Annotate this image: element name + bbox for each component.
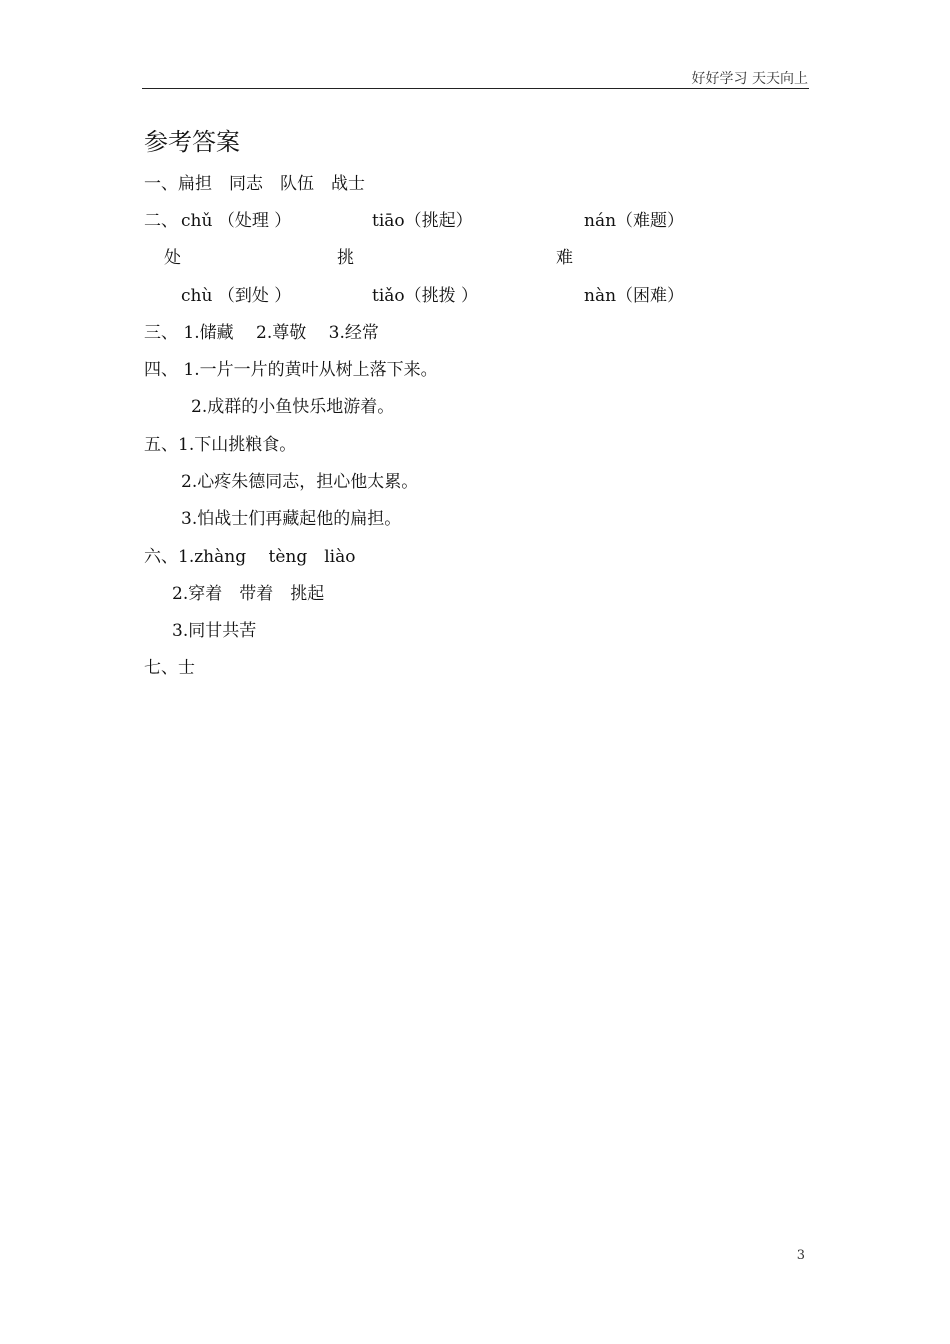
answer-6-line-2: 2.穿着 带着 挑起 (172, 584, 325, 604)
header-motto: 好好学习 天天向上 (691, 71, 808, 87)
answer-2-r1-c1: chǔ （处理 ） (181, 211, 292, 231)
answer-4-line-1: 四、 1.一片一片的黄叶从树上落下来。 (144, 360, 438, 380)
page-title: 参考答案 (144, 128, 240, 156)
answer-2-label: 二、 (144, 211, 178, 231)
answer-5-line-1: 五、1.下山挑粮食。 (144, 435, 297, 455)
header-rule (142, 88, 809, 89)
answer-1: 一、扁担 同志 队伍 战士 (144, 174, 365, 194)
answer-3: 三、 1.储藏 2.尊敬 3.经常 (144, 323, 379, 343)
answer-5-line-2: 2.心疼朱德同志，担心他太累。 (181, 472, 419, 492)
answer-7: 七、士 (144, 658, 195, 678)
answer-2-r3-c2: tiǎo（挑拨 ） (372, 286, 479, 306)
answer-2-r3-c3: nàn（困难） (584, 286, 685, 306)
answer-6-line-1: 六、1.zhàng tèng liào (144, 547, 356, 567)
answer-6-line-3: 3.同甘共苦 (172, 621, 257, 641)
answer-4-line-2: 2.成群的小鱼快乐地游着。 (191, 397, 395, 417)
page-number: 3 (796, 1248, 805, 1263)
answer-2-r3-c1: chù （到处 ） (181, 286, 292, 306)
answer-5-line-3: 3.怕战士们再藏起他的扁担。 (181, 509, 402, 529)
answer-2-r1-c2: tiāo（挑起） (372, 211, 473, 231)
answer-2-r2-c3: 难 (556, 248, 573, 268)
answer-2-r2-c2: 挑 (337, 248, 354, 268)
answer-2-r2-c1: 处 (164, 248, 181, 268)
answer-2-r1-c3: nán（难题） (584, 211, 685, 231)
